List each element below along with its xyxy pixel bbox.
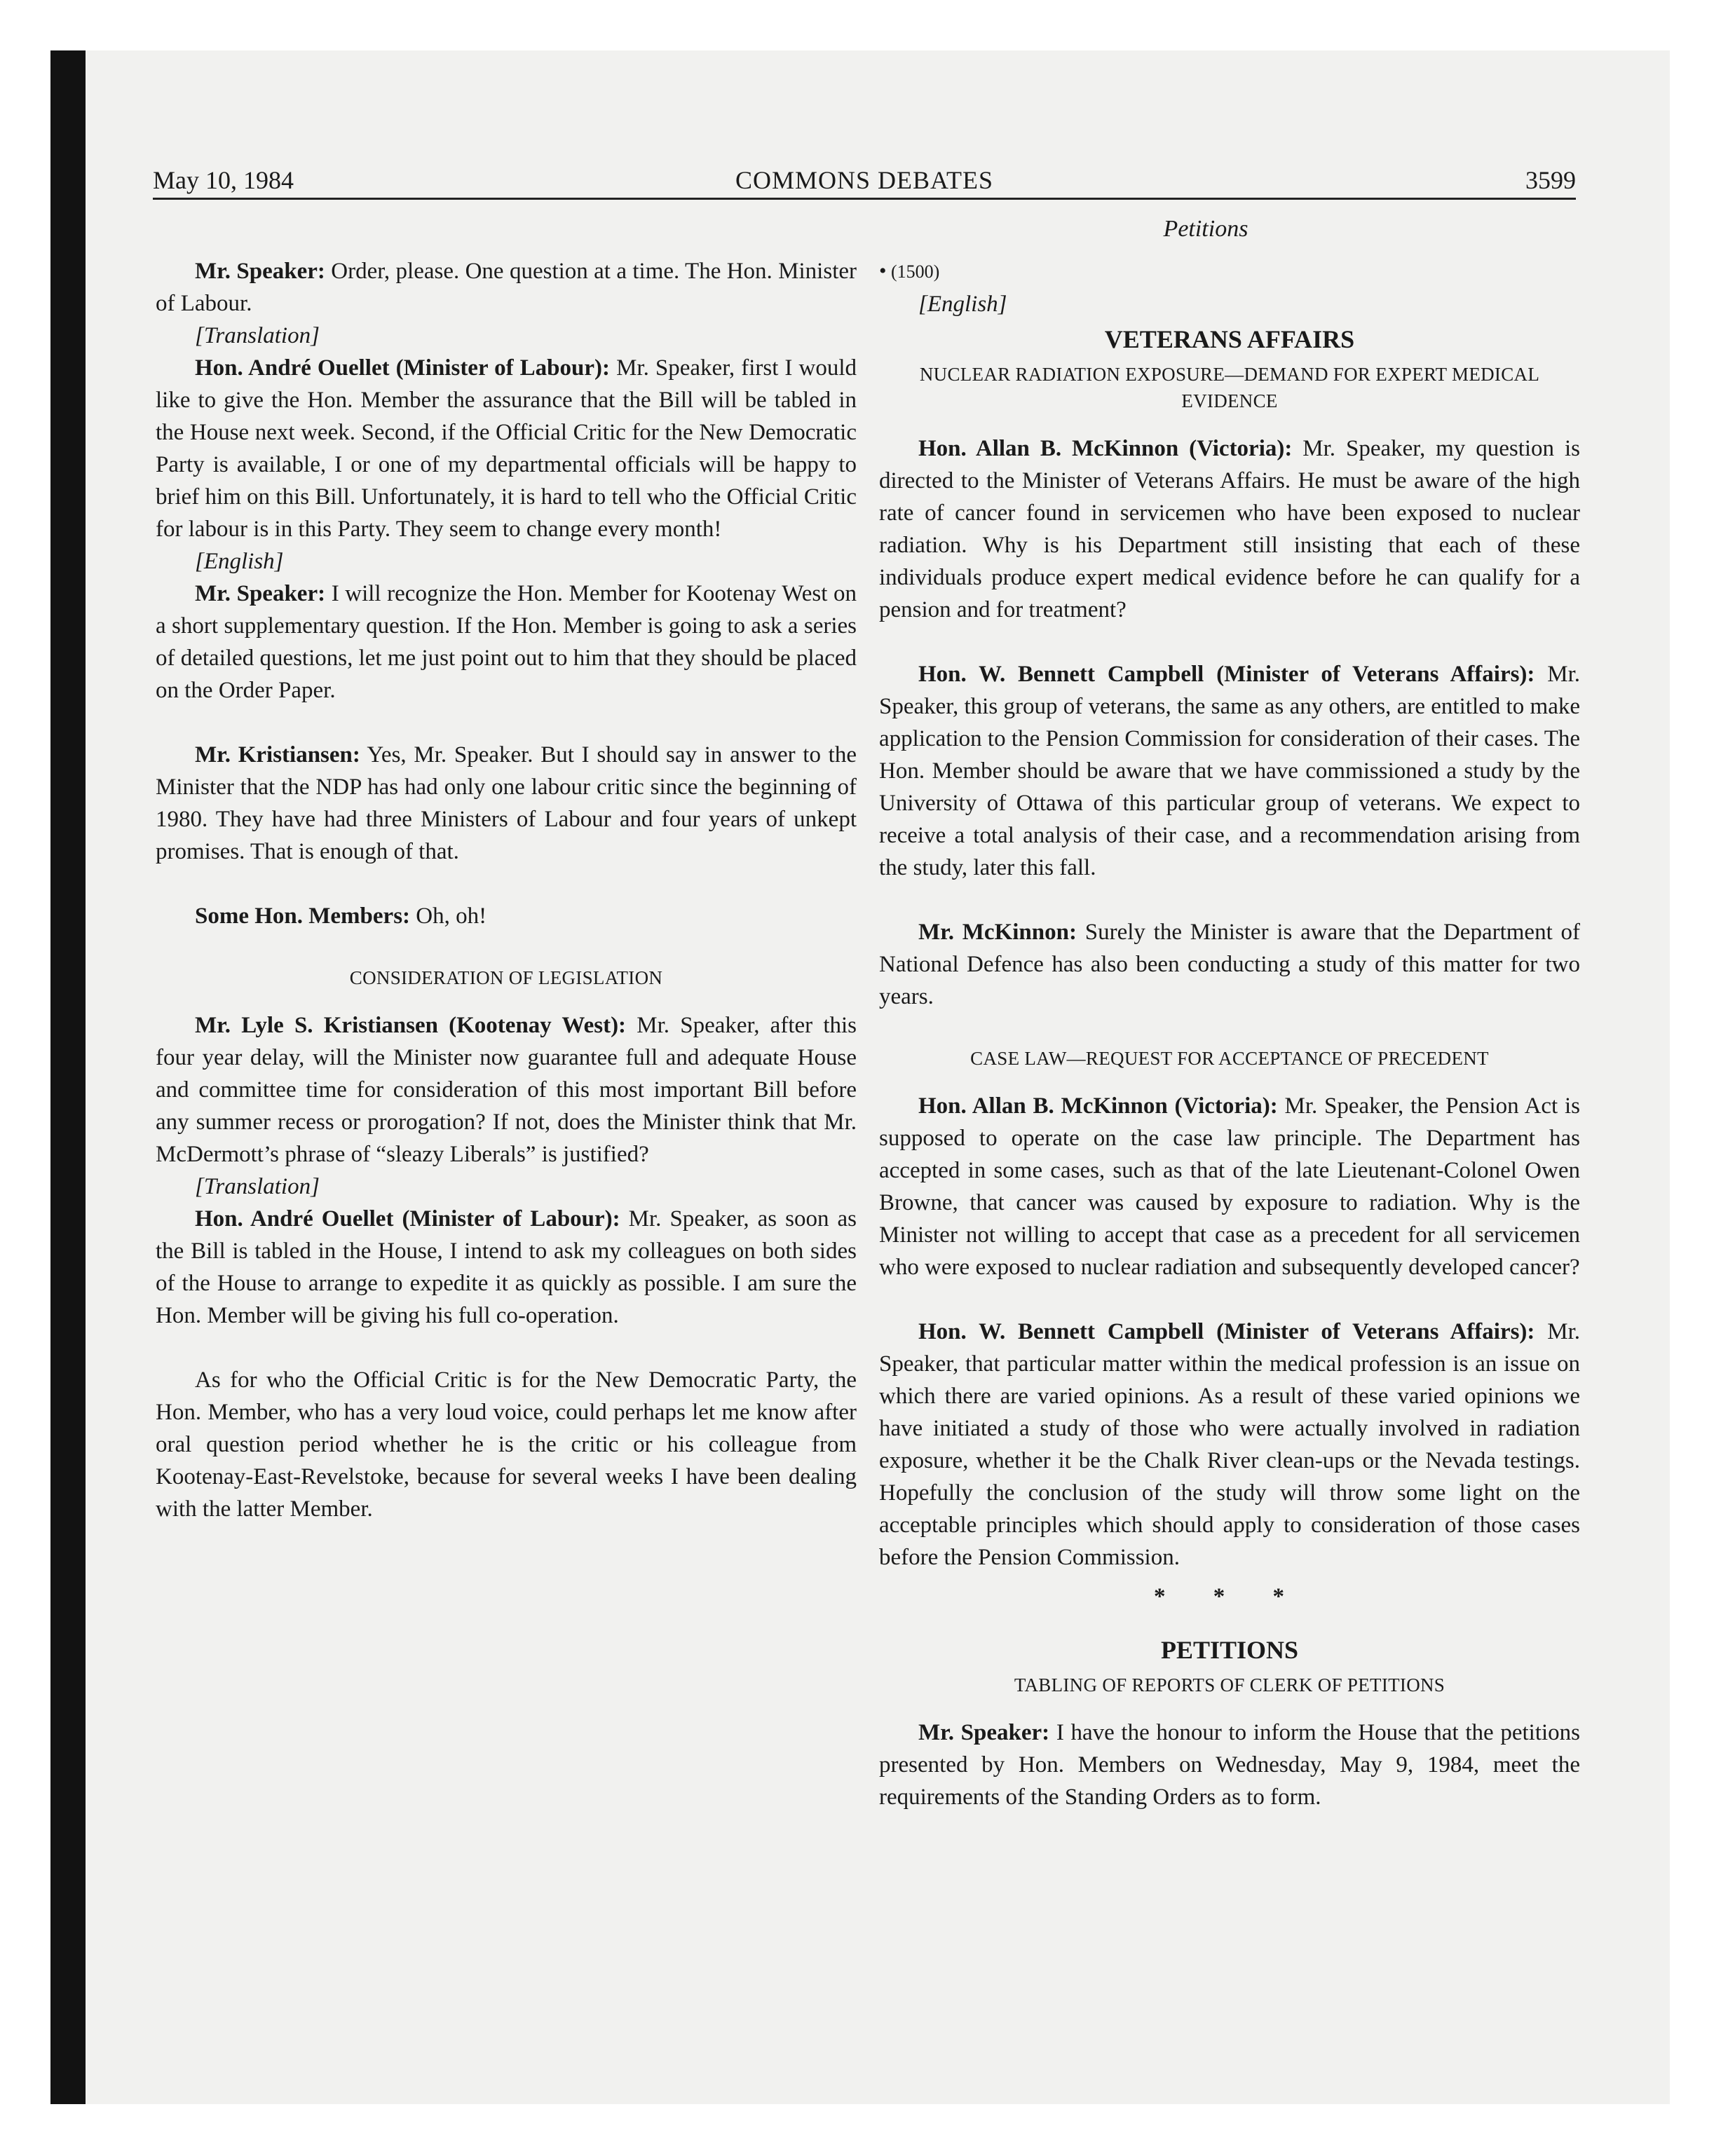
language-tag: [Translation]: [195, 1174, 320, 1199]
section-separator: * * *: [1154, 1584, 1305, 1609]
speech-text: Yes, Mr. Speaker. But I should say in answer to the Minister that the NDP has had only one labour critic since the beginning of 1980. They have had three Ministers of Labour and four years of unkept promises. That is enough of that.: [156, 742, 857, 864]
speech-paragraph: [879, 432, 1580, 626]
left-column: [156, 255, 857, 1525]
language-tag: [English]: [195, 549, 284, 574]
speech-paragraph: [156, 578, 857, 707]
header-title: COMMONS DEBATES: [735, 166, 994, 194]
speech-paragraph: [879, 1316, 1580, 1574]
speech-text: Order, please. One question at a time. The Hon. Minister of Labour.: [156, 259, 857, 316]
speech-text: Mr. Speaker, after this four year delay, will the Minister now guarantee full and adequate House and committee time for consideration of this most important Bill before any summer recess or prorogation? If not, does the Minister think that Mr. McDermott’s phrase of “sleazy Liberals” is justified?: [156, 1013, 857, 1167]
speaker-name: Hon. André Ouellet (Minister of Labour):: [195, 355, 610, 381]
speaker-name: Hon. Allan B. McKinnon (Victoria):: [918, 1093, 1278, 1119]
speech-text: Mr. Speaker, the Pension Act is supposed to operate on the case law principle. The Department has accepted in some cases, such as that of the late Lieutenant-Colonel Owen Browne, that cancer was caused by exposure to radiation. Why is the Minister not willing to accept that case as a precedent for all servicemen who were exposed to nuclear radiation and subsequently developed cancer?: [879, 1093, 1581, 1280]
time-marker-text: (1500): [891, 261, 940, 282]
speaker-name: Hon. W. Bennett Campbell (Minister of Veterans Affairs):: [918, 662, 1535, 687]
speaker-name: Mr. Kristiansen:: [195, 742, 360, 767]
page-header: [153, 163, 1576, 200]
header-page-number: 3599: [1525, 166, 1576, 194]
speaker-name: Mr. McKinnon:: [918, 920, 1077, 945]
speech-paragraph: [156, 352, 857, 545]
speech-paragraph: [879, 916, 1580, 1013]
speech-paragraph: [156, 255, 857, 320]
subheading: TABLING OF REPORTS OF CLERK OF PETITIONS: [1014, 1674, 1445, 1696]
speech-paragraph: [879, 1090, 1580, 1283]
speaker-name: Mr. Speaker:: [195, 259, 325, 284]
language-tag: [Translation]: [195, 323, 320, 348]
speaker-name: Hon. André Ouellet (Minister of Labour):: [195, 1206, 620, 1231]
subheading: CONSIDERATION OF LEGISLATION: [349, 967, 663, 988]
section-heading: VETERANS AFFAIRS: [1104, 325, 1355, 353]
language-tag: [English]: [918, 292, 1007, 317]
speech-text: Mr. Speaker, first I would like to give the Hon. Member the assurance that the Bill will be tabled in the House next week. Second, if the Official Critic for the New Democratic Party is available, I or one of my departmental officials will be happy to brief him on this Bill. Unfortunately, it is hard to tell who the Official Critic for labour is in this Party. They seem to change every month!: [156, 355, 857, 542]
speech-text: Mr. Speaker, that particular matter within the medical profession is an issue on which there are varied opinions. As a result of these varied opinions we have initiated a study of those who were actually involved in radiation exposure, whether it be the Chalk River clean-ups or the Nevada testings. Hopefully the conclusion of the study will throw some light on the acceptable principles which should apply to consideration of those cases before the Pension Commission.: [879, 1319, 1581, 1570]
speech-text: As for who the Official Critic is for the New Democratic Party, the Hon. Member, who has a very loud voice, could perhaps let me know after oral question period whether he is the critic or his colleague from Kootenay-East-Revelstoke, because for several weeks I have been dealing with the latter Member.: [156, 1367, 857, 1522]
subheading: NUCLEAR RADIATION EXPOSURE—DEMAND FOR EXPERT MEDICAL EVIDENCE: [919, 364, 1540, 411]
bullet-icon: •: [879, 259, 887, 282]
subheading: CASE LAW—REQUEST FOR ACCEPTANCE OF PRECEDENT: [970, 1048, 1489, 1069]
speaker-name: Mr. Speaker:: [195, 581, 326, 606]
right-column: [879, 255, 1580, 1813]
speech-paragraph: [156, 900, 857, 932]
speech-paragraph: [156, 739, 857, 868]
speaker-name: Some Hon. Members:: [195, 903, 411, 929]
speaker-name: Hon. Allan B. McKinnon (Victoria):: [918, 436, 1293, 461]
speech-text: Mr. Speaker, as soon as the Bill is tabled in the House, I intend to ask my colleagues on both sides of the House to arrange to expedite it as quickly as possible. I am sure the Hon. Member will be giving his full co-operation.: [156, 1206, 857, 1328]
speaker-name: Mr. Speaker:: [918, 1720, 1050, 1745]
running-head: Petitions: [1163, 216, 1248, 242]
speech-text: I will recognize the Hon. Member for Kootenay West on a short supplementary question. If the Hon. Member is going to ask a series of detailed questions, let me just point out to him that they should be placed on the Order Paper.: [156, 581, 857, 703]
speech-paragraph: [156, 1364, 857, 1525]
speaker-name: Hon. W. Bennett Campbell (Minister of Veterans Affairs):: [918, 1319, 1535, 1344]
speech-text: Oh, oh!: [416, 903, 487, 929]
speech-paragraph: [156, 1009, 857, 1171]
section-heading: PETITIONS: [1160, 1636, 1299, 1664]
header-date: May 10, 1984: [153, 166, 294, 194]
speech-text: Mr. Speaker, this group of veterans, the same as any others, are entitled to make application to the Pension Commission for consideration of their cases. The Hon. Member should be aware that we have commissioned a study by the University of Ottawa of this particular group of veterans. We expect to receive a total analysis of their case, and a recommendation arising from the study, later this fall.: [879, 662, 1581, 880]
speech-paragraph: [879, 658, 1580, 884]
speech-paragraph: [156, 1203, 857, 1332]
scan-binding-edge: [50, 50, 86, 2104]
time-marker: [879, 255, 1580, 288]
speech-paragraph: [879, 1717, 1580, 1813]
speech-text: I have the honour to inform the House that the petitions presented by Hon. Members on Wednesday, May 9, 1984, meet the requirements of the Standing Orders as to form.: [879, 1720, 1580, 1810]
speaker-name: Mr. Lyle S. Kristiansen (Kootenay West):: [195, 1013, 627, 1038]
speech-text: Mr. Speaker, my question is directed to the Minister of Veterans Affairs. He must be aware of the high rate of cancer found in servicemen who have been exposed to nuclear radiation. Why is his Department still insisting that each of these individuals produce expert medical evidence before he can qualify for a pension and for treatment?: [879, 436, 1581, 622]
speech-text: Surely the Minister is aware that the Department of National Defence has also been conducting a study of this matter for two years.: [879, 920, 1580, 1009]
